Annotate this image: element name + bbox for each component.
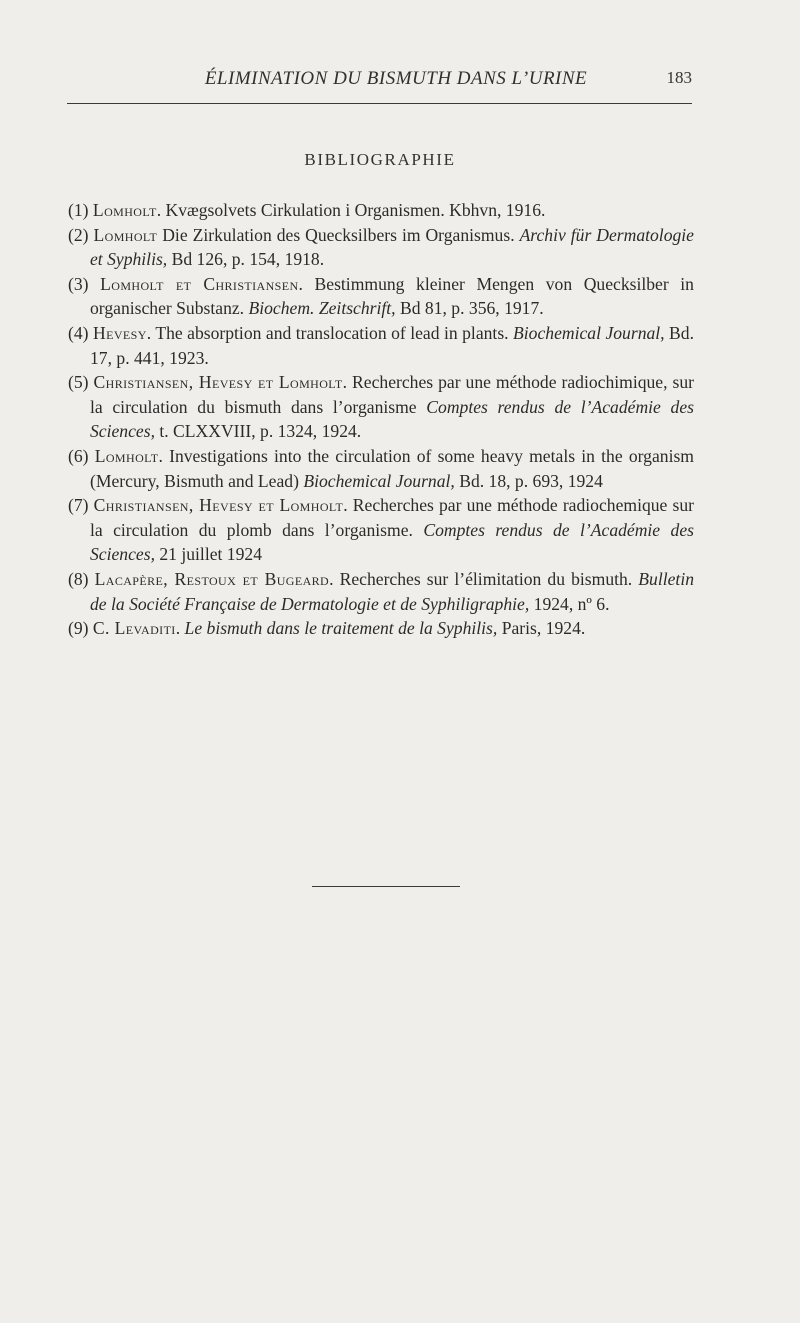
ref-tail: Paris, 1924. (497, 618, 586, 639)
ref-journal: Biochemical Journal, (303, 470, 455, 491)
ref-number: (5) (68, 372, 89, 393)
ref-text: Investigations into the circulation of some heavy metals in the organism (Mercury, Bismuth and Lead) (90, 445, 694, 491)
ref-text: Bestimmung kleiner Mengen von Quecksilber in organischer Substanz. (90, 273, 694, 319)
page-number: 183 (666, 68, 692, 87)
reference-item (68, 493, 694, 567)
ref-authors: Christiansen, Hevesy et Lomholt (93, 495, 344, 516)
running-head (100, 66, 692, 96)
ref-journal: Biochem. Zeitschrift, (248, 298, 396, 319)
ref-text: The absorption and translocation of lead in plants. (151, 322, 514, 343)
ref-journal: Comptes rendus de l’Académie des Sciences, (90, 519, 694, 565)
ref-text: Recherches par une méthode radiochemique sur la circulation du plomb dans l’organisme. (90, 495, 694, 540)
ref-authors: Lomholt (94, 445, 159, 466)
ref-text: Die Zirkulation des Quecksilbers im Organismus. (157, 224, 520, 245)
ref-authors: Christiansen, Hevesy et Lomholt (93, 372, 343, 393)
ref-number: (7) (68, 495, 89, 516)
ref-tail: Bd. 18, p. 693, 1924 (454, 470, 603, 491)
ref-number: (9) (68, 618, 89, 639)
section-title: BIBLIOGRAPHIE (304, 150, 456, 169)
ref-number: (6) (68, 445, 89, 466)
ref-authors: Lomholt et Christiansen (100, 273, 299, 294)
reference-item (68, 272, 694, 321)
ref-tail: 21 juillet 1924 (154, 544, 262, 565)
ref-authors: Lacapère, Restoux et Bugeard (94, 568, 330, 589)
ref-tail: Bd. 17, p. 441, 1923. (90, 322, 694, 368)
ref-text: Recherches sur l’élimitation du bismuth. (333, 568, 639, 589)
ref-journal: Bulletin de la Société Française de Dermatologie et de Syphiligraphie, (90, 568, 694, 614)
ref-text: Kvægsolvets Cirkulation i Organismen. Kbhvn, 1916. (161, 200, 546, 220)
ref-sep: . (329, 568, 334, 589)
reference-item (68, 370, 694, 444)
ref-sep: . (146, 322, 152, 343)
ref-number: (4) (68, 322, 89, 343)
reference-list (68, 198, 694, 641)
ref-tail: Bd 81, p. 356, 1917. (395, 298, 544, 319)
reference-item (68, 321, 694, 370)
ref-journal: Le bismuth dans le traitement de la Syphilis, (184, 618, 498, 639)
ref-sep: . (175, 618, 181, 639)
ref-sep: . (156, 200, 162, 220)
ref-number: (8) (68, 568, 89, 589)
ref-sep: . (298, 273, 303, 294)
ref-sep: . (342, 372, 348, 393)
ref-journal: Comptes rendus de l’Académie des Sciences, (90, 396, 694, 442)
ref-number: (2) (68, 224, 89, 245)
ref-authors: Lomholt (93, 224, 158, 245)
reference-item (68, 616, 694, 641)
reference-item (68, 567, 694, 616)
ref-tail: 1924, nº 6. (529, 593, 610, 614)
ref-journal: Archiv für Dermatologie et Syphilis, (90, 224, 694, 270)
ref-sep: . (343, 495, 348, 516)
ref-authors: Lomholt (92, 200, 157, 220)
end-rule (312, 886, 460, 887)
reference-item (68, 223, 694, 272)
ref-tail: t. CLXXVIII, p. 1324, 1924. (154, 421, 362, 442)
ref-tail: Bd 126, p. 154, 1918. (167, 249, 325, 270)
header-rule (67, 103, 692, 104)
running-title: ÉLIMINATION DU BISMUTH DANS L’URINE (204, 68, 588, 89)
ref-number: (3) (68, 273, 89, 294)
reference-item (68, 444, 694, 493)
reference-item (68, 198, 694, 223)
ref-text: Recherches par une méthode radiochimique, sur la circulation du bismuth dans l’organisme (90, 372, 694, 417)
ref-authors: Hevesy (92, 322, 147, 343)
ref-journal: Biochemical Journal, (513, 322, 665, 343)
ref-number: (1) (68, 200, 89, 220)
ref-authors: C. Levaditi (92, 618, 176, 639)
ref-sep: . (158, 445, 163, 466)
